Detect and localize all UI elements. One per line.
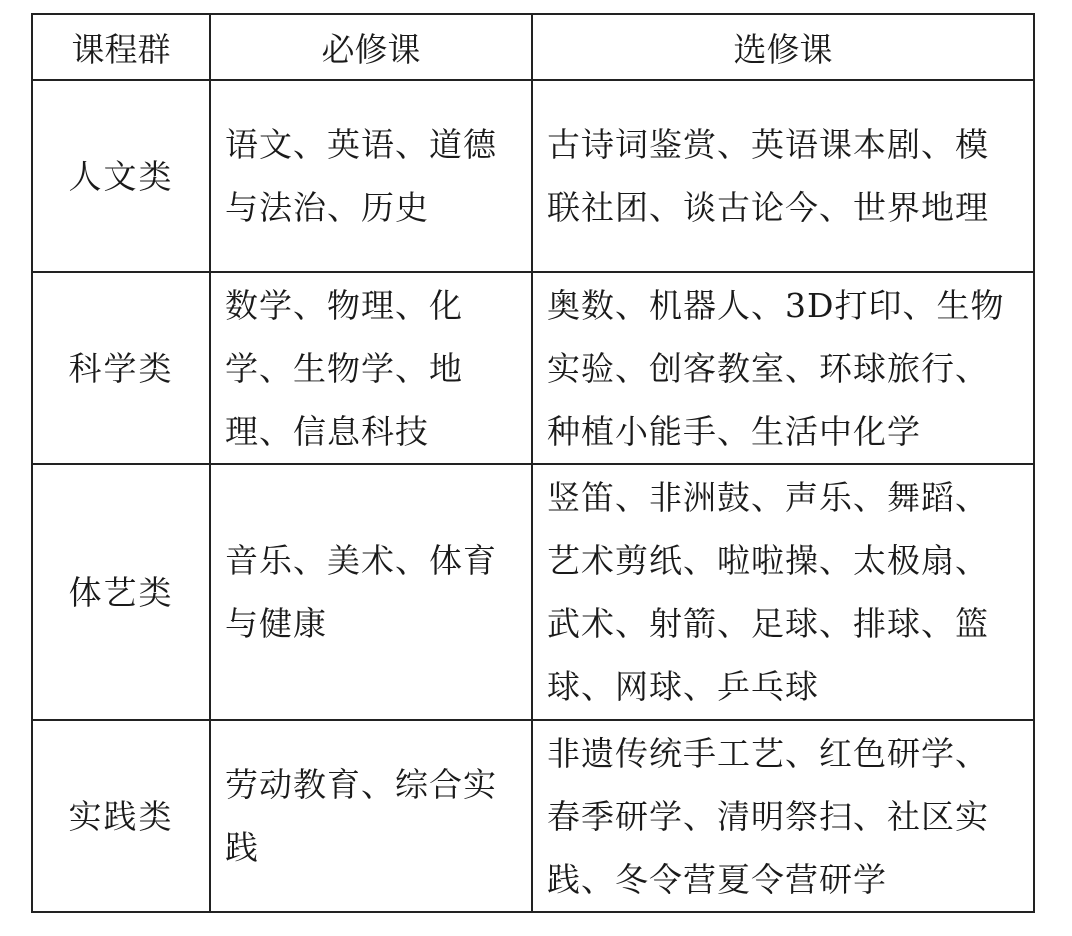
required-courses-cell: 劳动教育、综合实践 bbox=[210, 720, 532, 912]
curriculum-table bbox=[31, 13, 1035, 913]
course-group-cell: 实践类 bbox=[32, 720, 210, 912]
header-row bbox=[32, 14, 1034, 80]
elective-courses-cell: 古诗词鉴赏、英语课本剧、模联社团、谈古论今、世界地理 bbox=[532, 80, 1034, 272]
required-courses-cell: 音乐、美术、体育与健康 bbox=[210, 464, 532, 720]
table-row-practice bbox=[32, 720, 1034, 912]
header-course-group: 课程群 bbox=[32, 14, 210, 80]
required-courses-cell: 数学、物理、化学、生物学、地理、信息科技 bbox=[210, 272, 532, 464]
table-row-science bbox=[32, 272, 1034, 464]
course-group-cell: 科学类 bbox=[32, 272, 210, 464]
required-courses-cell: 语文、英语、道德与法治、历史 bbox=[210, 80, 532, 272]
course-group-cell: 人文类 bbox=[32, 80, 210, 272]
table-row-humanities bbox=[32, 80, 1034, 272]
elective-courses-cell: 非遗传统手工艺、红色研学、春季研学、清明祭扫、社区实践、冬令营夏令营研学 bbox=[532, 720, 1034, 912]
elective-courses-cell: 竖笛、非洲鼓、声乐、舞蹈、艺术剪纸、啦啦操、太极扇、武术、射箭、足球、排球、篮球、网球、乒乓球 bbox=[532, 464, 1034, 720]
table-row-arts-sports bbox=[32, 464, 1034, 720]
header-required-courses: 必修课 bbox=[210, 14, 532, 80]
header-elective-courses: 选修课 bbox=[532, 14, 1034, 80]
elective-courses-cell: 奥数、机器人、3D打印、生物实验、创客教室、环球旅行、种植小能手、生活中化学 bbox=[532, 272, 1034, 464]
course-group-cell: 体艺类 bbox=[32, 464, 210, 720]
